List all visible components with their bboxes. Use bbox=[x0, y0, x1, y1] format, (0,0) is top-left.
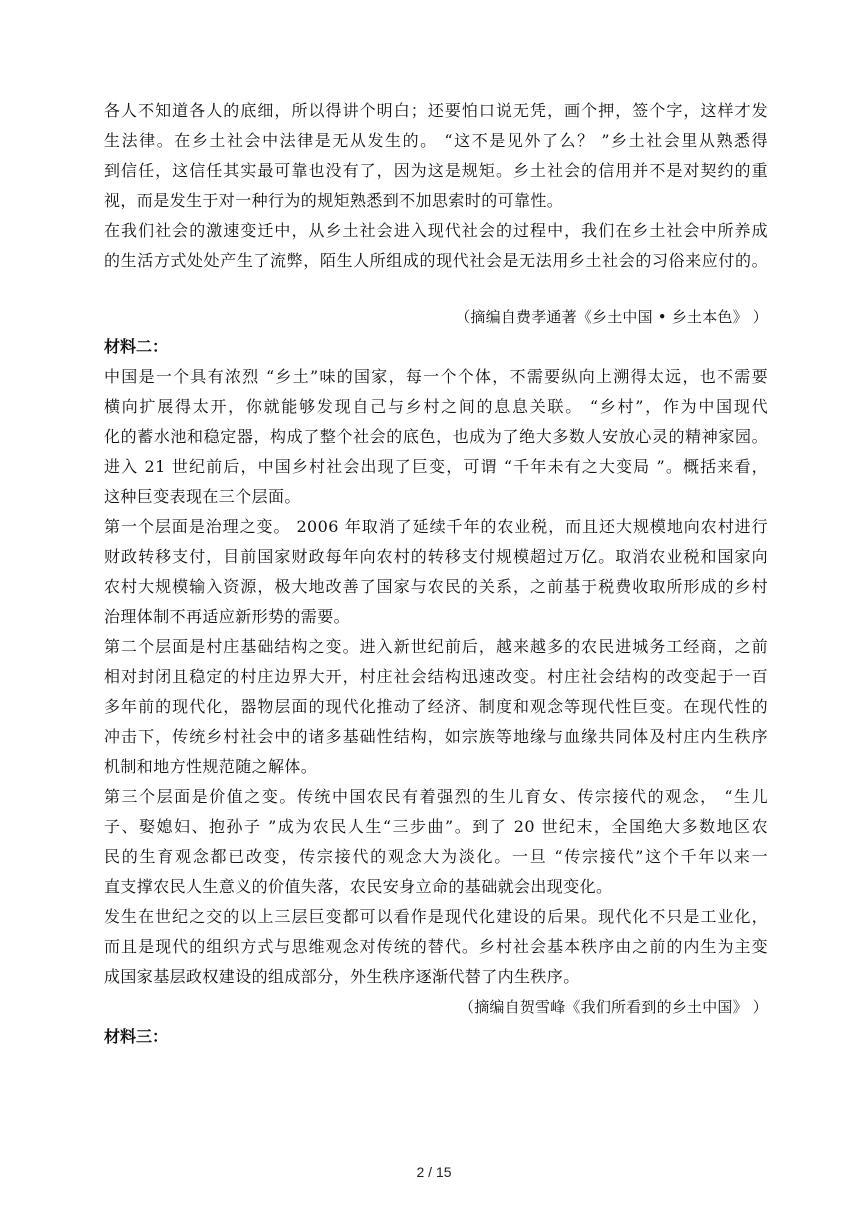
spacer bbox=[104, 276, 768, 302]
source-citation-two: （摘编自贺雪峰《我们所看到的乡土中国》 ） bbox=[459, 998, 768, 1016]
heading-material-three: 材料三： bbox=[104, 1027, 169, 1046]
text-line: 农村大规模输入资源，极大地改善了国家与农民的关系，之前基于税费收取所形成的乡村 bbox=[104, 577, 768, 596]
text-line: 而且是现代的组织方式与思维观念对传统的替代。乡村社会基本秩序由之前的内生为主变 bbox=[104, 937, 768, 956]
passage-material-two bbox=[104, 362, 768, 992]
text-line: 中国是一个具有浓烈 “乡土”味的国家，每一个个体，不需要纵向上溯得太远，也不需要 bbox=[104, 367, 768, 386]
text-line: 相对封闭且稳定的村庄边界大开，村庄社会结构迅速改变。村庄社会结构的改变起于一百 bbox=[104, 667, 768, 686]
text-line: 第二个层面是村庄基础结构之变。进入新世纪前后，越来越多的农民进城务工经商，之前 bbox=[104, 637, 768, 656]
text-line: 在我们社会的激速变迁中，从乡土社会进入现代社会的过程中，我们在乡土社会中所养成 bbox=[104, 221, 768, 240]
passage-material-one-excerpt bbox=[104, 96, 768, 276]
document-body bbox=[104, 96, 768, 1052]
text-line: 发生在世纪之交的以上三层巨变都可以看作是现代化建设的后果。现代化不只是工业化， bbox=[104, 907, 768, 926]
text-line: 冲击下，传统乡村社会中的诸多基础性结构，如宗族等地缘与血缘共同体及村庄内生秩序 bbox=[104, 727, 768, 746]
text-line: 治理体制不再适应新形势的需要。 bbox=[104, 607, 351, 626]
text-line: 直支撑农民人生意义的价值失落，农民安身立命的基础就会出现变化。 bbox=[104, 877, 613, 896]
heading-material-two: 材料二： bbox=[104, 337, 169, 356]
text-line: 民的生育观念都已改变，传宗接代的观念大为淡化。一旦 “传宗接代”这个千年以来一 bbox=[104, 847, 768, 866]
text-line: 这种巨变表现在三个层面。 bbox=[104, 487, 301, 506]
text-line: 到信任，这信任其实最可靠也没有了，因为这是规矩。乡土社会的信用并不是对契约的重 bbox=[104, 161, 768, 180]
text-line: 第三个层面是价值之变。传统中国农民有着强烈的生儿育女、传宗接代的观念， “生儿 bbox=[104, 787, 768, 806]
text-line: 子、娶媳妇、抱孙子 ”成为农民人生“三步曲”。到了 20 世纪末，全国绝大多数地区农 bbox=[104, 817, 768, 836]
text-line: 横向扩展得太开，你就能够发现自己与乡村之间的息息关联。 “乡村”，作为中国现代 bbox=[104, 397, 768, 416]
page-number: 2 / 15 bbox=[416, 1164, 452, 1180]
text-line: 财政转移支付，目前国家财政每年向农村的转移支付规模超过万亿。取消农业税和国家向 bbox=[104, 547, 768, 566]
text-line: 进入 21 世纪前后，中国乡村社会出现了巨变，可谓 “千年未有之大变局 ”。概括来看， bbox=[104, 457, 768, 476]
text-line: 成国家基层政权建设的组成部分，外生秩序逐渐代替了内生秩序。 bbox=[104, 967, 580, 986]
text-line: 第一个层面是治理之变。 2006 年取消了延续千年的农业税，而且还大规模地向农村进行 bbox=[104, 517, 768, 536]
text-line: 多年前的现代化，器物层面的现代化推动了经济、制度和观念等现代性巨变。在现代性的 bbox=[104, 697, 768, 716]
text-line: 化的蓄水池和稳定器，构成了整个社会的底色，也成为了绝大多数人安放心灵的精神家园。 bbox=[104, 427, 768, 446]
text-line: 各人不知道各人的底细，所以得讲个明白；还要怕口说无凭，画个押，签个字，这样才发 bbox=[104, 101, 768, 120]
text-line: 的生活方式处处产生了流弊，陌生人所组成的现代社会是无法用乡土社会的习俗来应付的。 bbox=[104, 251, 768, 270]
text-line: 视，而是发生于对一种行为的规矩熟悉到不加思索时的可靠性。 bbox=[104, 191, 564, 210]
text-line: 生法律。在乡土社会中法律是无从发生的。 “这不是见外了么？ ”乡土社会里从熟悉得 bbox=[104, 131, 768, 150]
text-line: 机制和地方性规范随之解体。 bbox=[104, 757, 318, 776]
source-citation-one: （摘编自费孝通著《乡土中国 • 乡土本色》 ） bbox=[455, 308, 768, 326]
